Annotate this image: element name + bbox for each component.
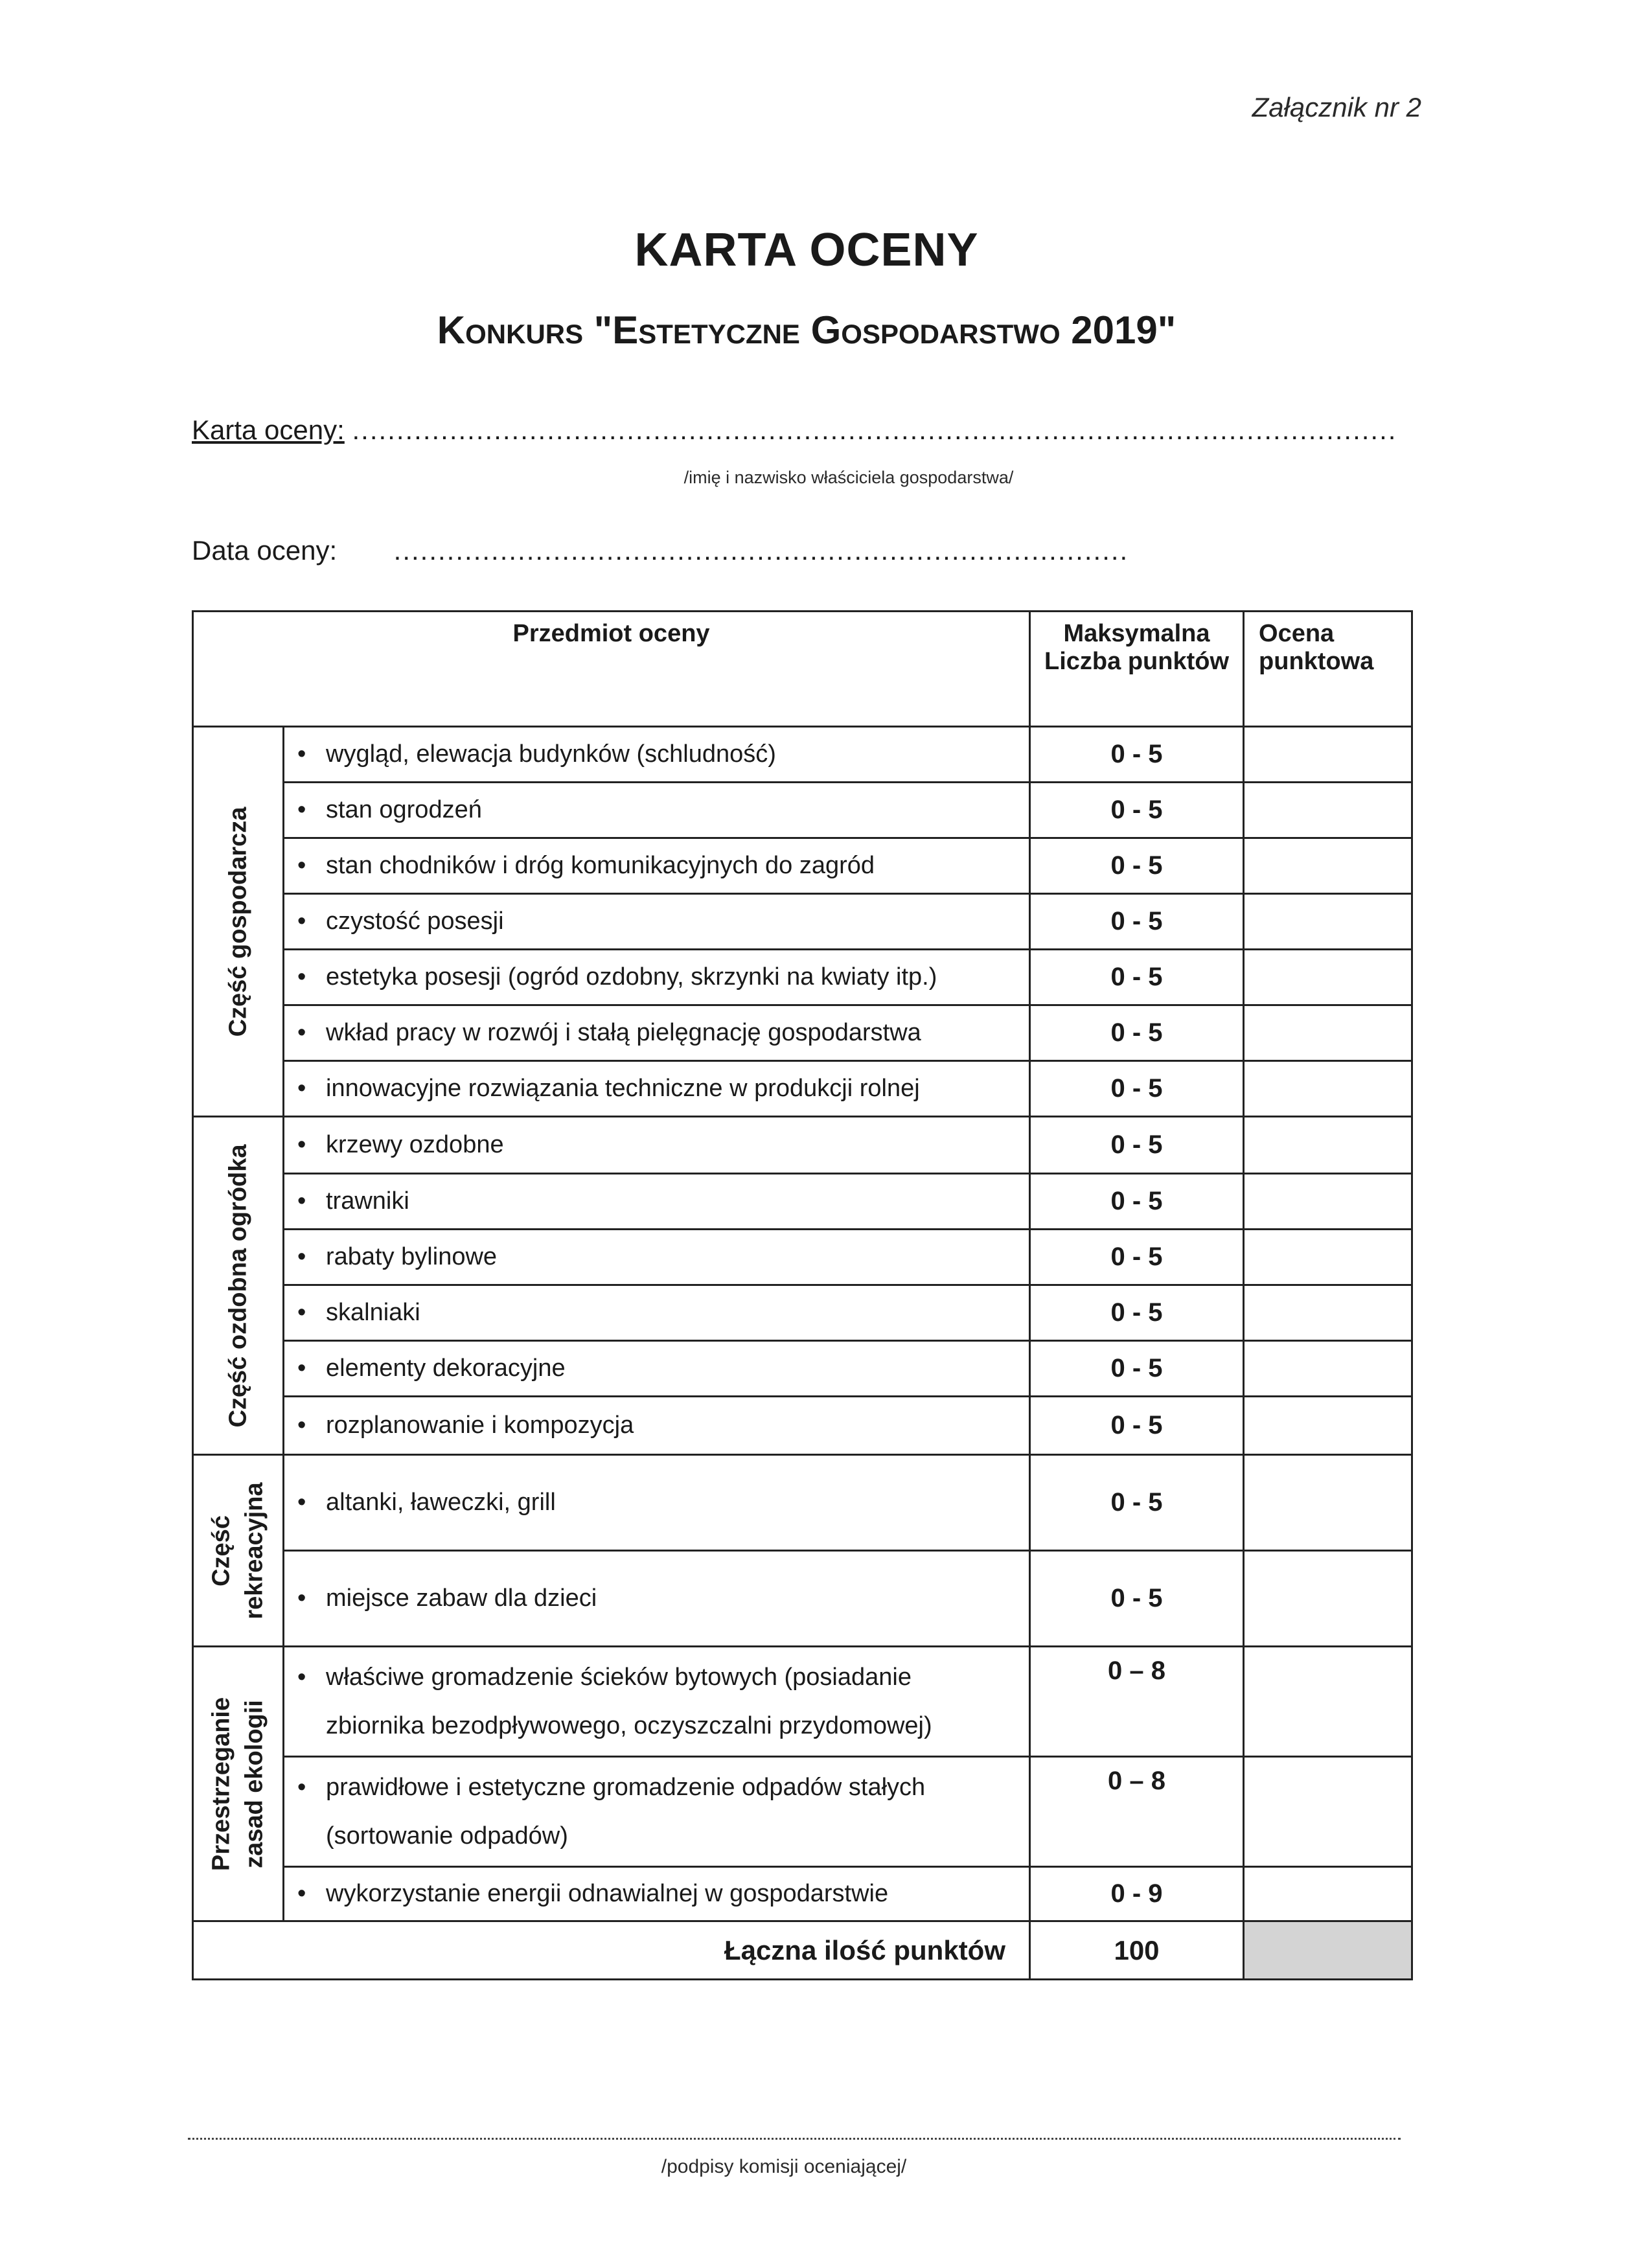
score-cell[interactable] [1244,1397,1412,1455]
max-points: 0 - 5 [1030,1285,1244,1341]
table-row [193,1551,1412,1647]
item-label: • innowacyjne rozwiązania techniczne w produkcji rolnej [284,1061,1030,1117]
section-name: Część rekreacyjna [207,1482,268,1620]
item-label: • stan chodników i dróg komunikacyjnych do zagród [284,838,1030,894]
max-points: 0 - 5 [1030,838,1244,894]
table-row [193,1867,1412,1921]
page-title: KARTA OCENY [634,224,979,276]
score-cell[interactable] [1244,1285,1412,1341]
owner-field-caption: /imię i nazwisko właściciela gospodarstwa/ [683,468,1014,487]
score-cell[interactable] [1244,1341,1412,1397]
table-row [193,1230,1412,1285]
score-cell[interactable] [1244,1061,1412,1117]
table-row [193,1757,1412,1867]
table-row [193,838,1412,894]
item-label: • właściwe gromadzenie ścieków bytowych (posiadanie zbiornika bezodpływowego, oczyszczalni przydomowej) [284,1647,1030,1757]
owner-field-label: Karta oceny: [192,415,345,445]
score-cell[interactable] [1244,894,1412,950]
item-label: • wkład pracy w rozwój i stałą pielęgnację gospodarstwa [284,1005,1030,1061]
table-row [193,1174,1412,1230]
item-label: • prawidłowe i estetyczne gromadzenie odpadów stałych (sortowanie odpadów) [284,1757,1030,1867]
header-max-points: Maksymalna Liczba punktów [1030,612,1244,727]
score-cell[interactable] [1244,1647,1412,1757]
score-cell[interactable] [1244,1757,1412,1867]
total-score-cell[interactable] [1244,1921,1412,1980]
score-cell[interactable] [1244,1455,1412,1551]
section-label [193,1455,284,1647]
total-row [193,1921,1412,1980]
table-row [193,894,1412,950]
item-label: • wykorzystanie energii odnawialnej w gospodarstwie [284,1867,1030,1921]
section-label [193,1117,284,1455]
item-label: • trawniki [284,1174,1030,1230]
section-label [193,1647,284,1921]
score-cell[interactable] [1244,1230,1412,1285]
score-cell[interactable] [1244,1867,1412,1921]
date-field-label: Data oceny: [192,535,338,566]
item-label: • skalniaki [284,1285,1030,1341]
table-row [193,1117,1412,1174]
total-label: Łączna ilość punktów [193,1921,1030,1980]
item-label: • elementy dekoracyjne [284,1341,1030,1397]
signature-caption: /podpisy komisji oceniającej/ [661,2156,907,2177]
date-field[interactable] [192,535,1129,566]
item-label: • stan ogrodzeń [284,783,1030,838]
item-label: • wygląd, elewacja budynków (schludność) [284,727,1030,783]
item-label: • rabaty bylinowe [284,1230,1030,1285]
score-cell[interactable] [1244,1174,1412,1230]
max-points: 0 - 5 [1030,1551,1244,1647]
table-row [193,727,1412,783]
item-label: • rozplanowanie i kompozycja [284,1397,1030,1455]
table-row [193,1397,1412,1455]
max-points: 0 - 5 [1030,1117,1244,1174]
max-points: 0 - 5 [1030,950,1244,1005]
max-points: 0 - 9 [1030,1867,1244,1921]
table-row [193,783,1412,838]
score-cell[interactable] [1244,838,1412,894]
table-header-row [193,612,1412,727]
score-cell[interactable] [1244,950,1412,1005]
item-label: • miejsce zabaw dla dzieci [284,1551,1030,1647]
item-label: • altanki, ławeczki, grill [284,1455,1030,1551]
header-score: Ocena punktowa [1244,612,1412,727]
max-points: 0 – 8 [1030,1647,1244,1757]
score-cell[interactable] [1244,1551,1412,1647]
max-points: 0 - 5 [1030,1061,1244,1117]
max-points: 0 - 5 [1030,1341,1244,1397]
score-cell[interactable] [1244,1005,1412,1061]
table-row [193,1455,1412,1551]
section-name: Przestrzeganie zasad ekologii [207,1697,268,1871]
max-points: 0 - 5 [1030,1230,1244,1285]
section-name: Część ozdobna ogródka [224,1143,251,1428]
section-label [193,727,284,1117]
max-points: 0 - 5 [1030,1455,1244,1551]
score-cell[interactable] [1244,783,1412,838]
score-cell[interactable] [1244,727,1412,783]
table-row [193,950,1412,1005]
max-points: 0 - 5 [1030,894,1244,950]
annex-label: Załącznik nr 2 [1252,92,1421,122]
max-points: 0 – 8 [1030,1757,1244,1867]
table-row [193,1285,1412,1341]
max-points: 0 - 5 [1030,1005,1244,1061]
table-row [193,1341,1412,1397]
table-row [193,1647,1412,1757]
section-name: Część gospodarcza [224,807,251,1037]
item-label: • czystość posesji [284,894,1030,950]
table-row [193,1061,1412,1117]
owner-field-line[interactable]: ...................................................................................................................... [352,415,1397,445]
evaluation-table [192,610,1413,1980]
item-label: • estetyka posesji (ogród ozdobny, skrzynki na kwiaty itp.) [284,950,1030,1005]
max-points: 0 - 5 [1030,1174,1244,1230]
page-subtitle: Konkurs "Estetyczne Gospodarstwo 2019" [437,308,1176,352]
max-points: 0 - 5 [1030,727,1244,783]
table-row [193,1005,1412,1061]
item-label: • krzewy ozdobne [284,1117,1030,1174]
total-max-points: 100 [1030,1921,1244,1980]
score-cell[interactable] [1244,1117,1412,1174]
header-subject: Przedmiot oceny [193,612,1030,727]
max-points: 0 - 5 [1030,1397,1244,1455]
signature-line[interactable] [188,2138,1401,2140]
owner-field[interactable] [192,415,1397,446]
max-points: 0 - 5 [1030,783,1244,838]
date-field-line[interactable]: ................................................................................... [393,535,1129,566]
